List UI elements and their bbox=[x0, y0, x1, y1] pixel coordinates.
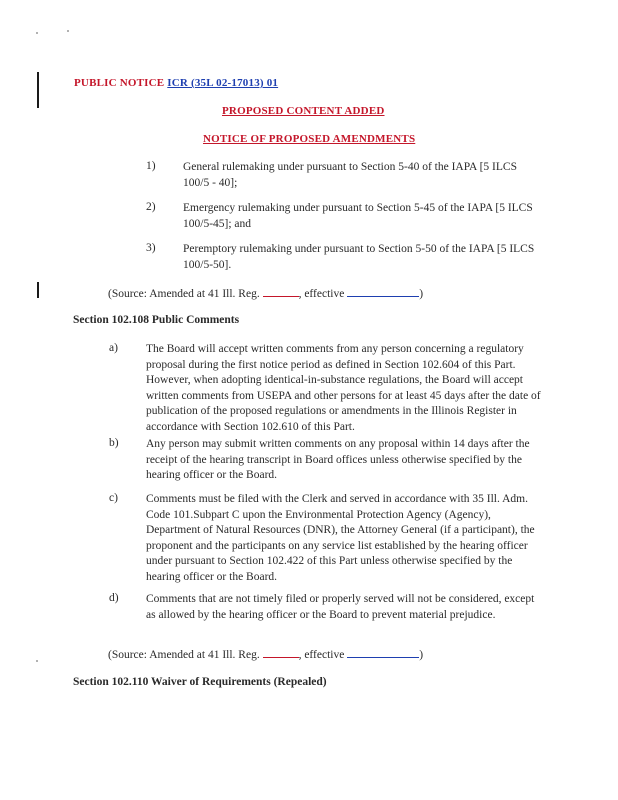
item-text: Comments must be filed with the Clerk and served in accordance with 35 Ill. Adm. Code 101.Subpart C upon the Environmental Protection Agency (Agency), Department of Natural Resources (DNR), the Attorney General (if a participant), the proponent and the participants on any service list established by the hearing officer under pursuant to Section 102.422 of this Part unless otherwise specified by the hearing officer or the Board. bbox=[146, 493, 535, 583]
item-letter: a) bbox=[109, 342, 118, 354]
list-number: 2) bbox=[146, 201, 156, 213]
item-text: Any person may submit written comments on any proposal within 14 days after the receipt of the hearing transcript in Board offices unless otherwise specified by the hearing officer or the Board. bbox=[146, 438, 530, 481]
list-number: 3) bbox=[146, 242, 156, 254]
change-bar bbox=[37, 72, 39, 108]
source-suffix: ) bbox=[419, 649, 424, 661]
section-heading-102-108: Section 102.108 Public Comments bbox=[73, 314, 240, 326]
source-middle: , effective bbox=[298, 288, 348, 300]
header-reference bbox=[74, 77, 278, 89]
scan-speck bbox=[36, 32, 38, 34]
header-ref-code: ICR (35L 02-17013) 01 bbox=[167, 77, 279, 89]
scan-speck bbox=[67, 30, 69, 32]
source-prefix: (Source: Amended at 41 Ill. Reg. bbox=[108, 288, 263, 300]
header-title-2: NOTICE OF PROPOSED AMENDMENTS bbox=[203, 133, 416, 145]
list-item-text: Emergency rulemaking under pursuant to Section 5-45 of the IAPA [5 ILCS 100/5-45]; and bbox=[183, 202, 533, 230]
source-prefix: (Source: Amended at 41 Ill. Reg. bbox=[108, 649, 263, 661]
source-note bbox=[108, 647, 423, 661]
effective-date-blank bbox=[347, 286, 419, 297]
list-item-text: General rulemaking under pursuant to Section 5-40 of the IAPA [5 ILCS 100/5 - 40]; bbox=[183, 161, 517, 189]
section-heading-102-110: Section 102.110 Waiver of Requirements (Repealed) bbox=[73, 676, 327, 688]
change-bar bbox=[37, 282, 39, 298]
list-number: 1) bbox=[146, 160, 156, 172]
source-middle: , effective bbox=[298, 649, 348, 661]
header-ref-prefix: PUBLIC NOTICE bbox=[74, 77, 168, 89]
item-letter: d) bbox=[109, 592, 119, 604]
source-suffix: ) bbox=[419, 288, 424, 300]
item-text: Comments that are not timely filed or properly served will not be considered, except as allowed by the hearing officer or the Board to prevent material prejudice. bbox=[146, 593, 535, 621]
item-letter: c) bbox=[109, 492, 118, 504]
list-item-text: Peremptory rulemaking under pursuant to Section 5-50 of the IAPA [5 ILCS 100/5-50]. bbox=[183, 243, 535, 271]
scan-speck bbox=[36, 660, 38, 662]
register-blank bbox=[263, 286, 299, 297]
register-blank bbox=[263, 647, 299, 658]
item-text: The Board will accept written comments from any person concerning a regulatory proposal during the first notice period as defined in Section 102.604 of this Part. However, when adopting identical-in-substance regulations, the Board will accept written comments from USEPA and other persons for at least 45 days after the date of publication of the proposed regulations or amendments in the Illinois Register in accordance with Section 102.610 of this Part. bbox=[146, 343, 541, 433]
header-title-1: PROPOSED CONTENT ADDED bbox=[222, 105, 385, 117]
item-letter: b) bbox=[109, 437, 119, 449]
source-note bbox=[108, 286, 423, 300]
effective-date-blank bbox=[347, 647, 419, 658]
